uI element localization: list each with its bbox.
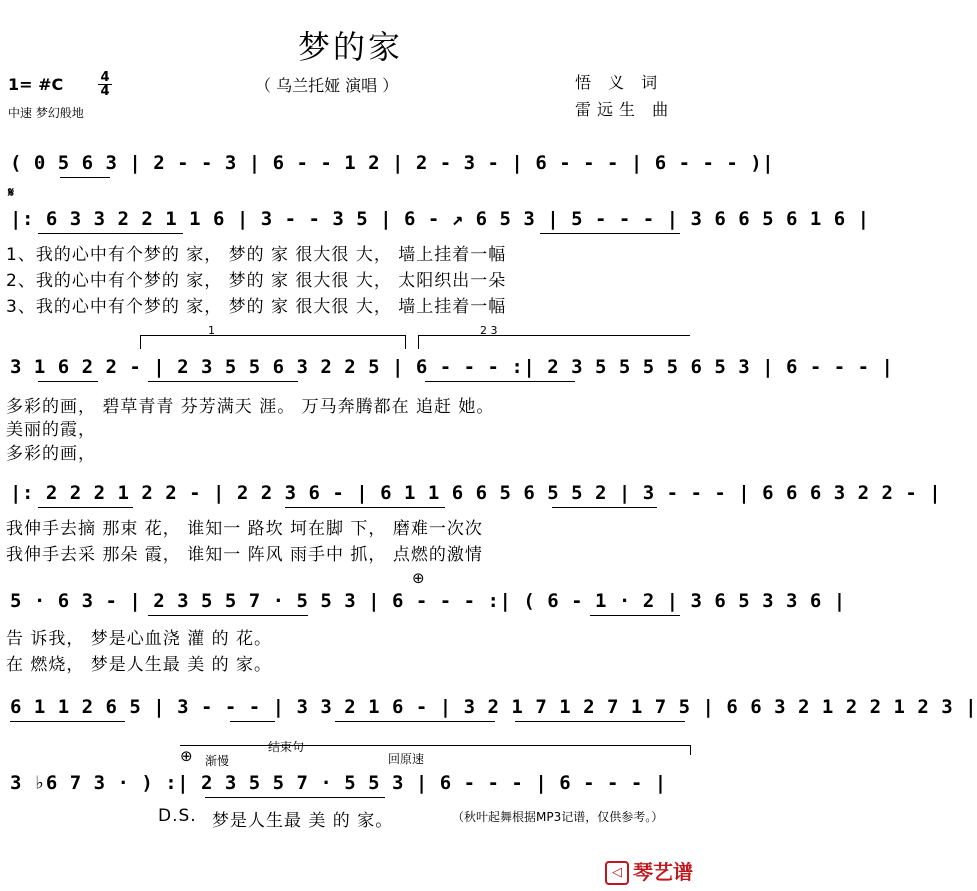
staff-line-6-notes: 6 1 1 2 6 5 | 3 - - - | 3 3 2 1 6 - | 3 2 1 7 1 2 7 1 7 5 | 6 6 3 2 1 2 2 1 2 3 | [10, 696, 977, 718]
lyric-line-3-verse-1: 多彩的画， 碧草青青 芬芳满天 涯。 万马奔腾都在 追赶 她。 [6, 397, 495, 417]
key-signature: 1= #C [8, 75, 64, 94]
beam-underline [590, 615, 680, 616]
staff-line-2-notes: |: 6 3 3 2 2 1 1 6 | 3 - - 3 5 | 6 - ↗ 6 5 3 | 5 - - - | 3 6 6 5 6 1 6 | [10, 208, 870, 230]
lyric-line-3-verse-3: 多彩的画， [6, 444, 96, 464]
singer-credit: （ 乌兰托娅 演唱 ） [255, 76, 399, 95]
lyric-line-4-verse-1: 我伸手去摘 那束 花， 谁知一 路坎 坷在脚 下， 磨难一次次 [6, 519, 483, 539]
lyric-line-2-verse-1: 1、我的心中有个梦的 家， 梦的 家 很大很 大， 墙上挂着一幅 [6, 245, 507, 265]
lyric-line-7: 梦是人生最 美 的 家。 [212, 811, 394, 831]
volta-bracket-1-left [140, 335, 141, 349]
lyric-line-4-verse-2: 我伸手去采 那朵 霞， 谁知一 阵风 雨手中 抓， 点燃的激情 [6, 545, 483, 565]
staff-line-7-notes: 3 ♭6 7 3 · ) :| 2 3 5 5 7 · 5 5 3 | 6 - - - | 6 - - - | [10, 772, 667, 794]
dal-segno-label: D.S. [158, 806, 197, 826]
beam-underline [230, 721, 275, 722]
song-title: 梦的家 [297, 28, 403, 66]
composer-credit: 雷远生 曲 [575, 100, 675, 119]
lyric-line-5-verse-1: 告 诉我， 梦是心血浇 灌 的 花。 [6, 629, 273, 649]
ending-label: 结束句 [268, 740, 305, 754]
volta-bracket-2 [418, 335, 690, 336]
beam-underline [38, 233, 183, 234]
volta-bracket-1-right [405, 335, 406, 349]
ending-bracket [180, 745, 690, 746]
site-logo [605, 856, 693, 886]
beam-underline [148, 615, 308, 616]
staff-line-4-notes: |: 2 2 2 1 2 2 - | 2 2 3 6 - | 6 1 1 6 6 5 6 5 5 2 | 3 - - - | 6 6 6 3 2 2 - | [10, 482, 942, 504]
beam-underline [38, 381, 98, 382]
beam-underline [515, 721, 685, 722]
beam-underline [285, 507, 445, 508]
beam-underline [10, 721, 125, 722]
ending-bracket-right [690, 745, 691, 755]
time-signature-top: 4 [100, 70, 110, 85]
lyric-line-2-verse-2: 2、我的心中有个梦的 家， 梦的 家 很大很 大， 太阳织出一朵 [6, 271, 507, 291]
beam-underline [148, 381, 298, 382]
lyric-line-5-verse-2: 在 燃烧， 梦是人生最 美 的 家。 [6, 655, 273, 675]
lyricist-credit: 悟 义 词 [575, 73, 664, 92]
segno-sign-icon: 𝄋 [8, 185, 15, 201]
volta-number-1: 1 [208, 324, 215, 337]
volta-number-2: 2 3 [480, 324, 498, 337]
beam-underline [540, 233, 680, 234]
beam-underline [552, 507, 657, 508]
beam-underline [38, 507, 133, 508]
lyric-line-2-verse-3: 3、我的心中有个梦的 家， 梦的 家 很大很 大， 墙上挂着一幅 [6, 297, 507, 317]
beam-underline [335, 721, 495, 722]
a-tempo-marking: 回原速 [388, 752, 425, 766]
staff-line-5-notes: 5 · 6 3 - | 2 3 5 5 7 · 5 5 3 | 6 - - - :| ( 6 - 1 · 2 | 3 6 5 3 3 6 | [10, 590, 846, 612]
transcription-note: （秋叶起舞根据MP3记谱，仅供参考。） [452, 810, 664, 824]
volta-bracket-2-left [418, 335, 419, 349]
time-signature [98, 71, 112, 98]
lyric-line-3-verse-2: 美丽的霞， [6, 420, 96, 440]
staff-line-1-notes: ( 0 5 6 3 | 2 - - 3 | 6 - - 1 2 | 2 - 3 - | 6 - - - | 6 - - - )| [10, 152, 775, 174]
beam-underline [205, 797, 385, 798]
ritardando-marking: 渐慢 [205, 754, 230, 768]
time-signature-bottom: 4 [100, 84, 110, 99]
staff-line-3-notes: 3 1 6 2 2 - | 2 3 5 5 6 3 2 2 5 | 6 - - - :| 2 3 5 5 5 5 6 5 3 | 6 - - - | [10, 356, 894, 378]
tempo-marking: 中速 梦幻般地 [8, 106, 84, 120]
logo-icon: ◁ [605, 861, 629, 885]
beam-underline [60, 177, 110, 178]
coda-sign-icon: ⊕ [180, 747, 193, 765]
beam-underline [425, 381, 575, 382]
coda-sign-icon: ⊕ [412, 569, 425, 587]
volta-bracket-1 [140, 335, 405, 336]
logo-text: 琴艺谱 [633, 859, 693, 884]
